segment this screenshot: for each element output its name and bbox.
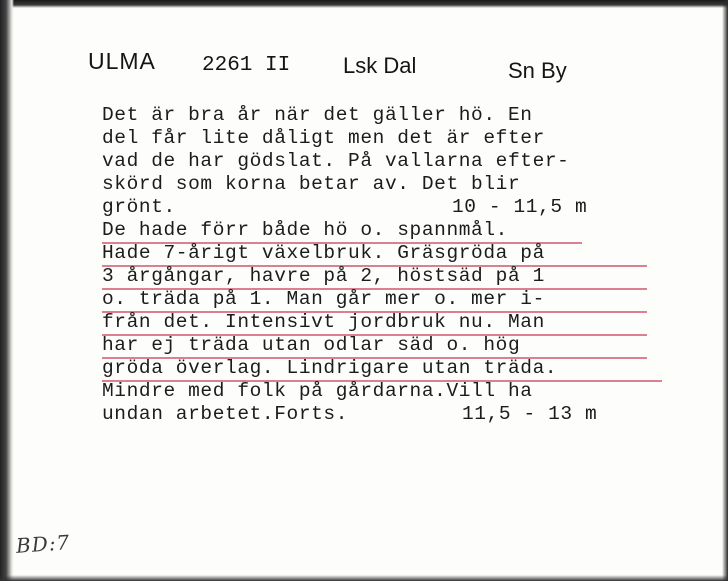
line-text: skörd som korna betar av. Det blir <box>102 173 521 195</box>
line-text: från det. Intensivt jordbruk nu. Man <box>102 311 545 333</box>
line-text: 3 årgångar, havre på 2, höstsäd på 1 <box>102 265 545 287</box>
district-label: Lsk Dal <box>343 53 417 78</box>
text-line <box>102 196 702 219</box>
pencil-annotation: BD:7 <box>15 530 71 558</box>
scan-edge-top <box>0 0 728 8</box>
line-text: Mindre med folk på gårdarna.Vill ha <box>102 380 533 402</box>
village-label: Sn By <box>508 58 567 83</box>
card-header <box>0 48 728 88</box>
scan-edge-bottom <box>0 575 728 581</box>
measure-note: 10 - 11,5 m <box>452 196 588 218</box>
text-line <box>102 311 702 334</box>
text-line <box>102 104 702 127</box>
card-body <box>102 104 702 426</box>
line-text: har ej träda utan odlar säd o. hög <box>102 334 521 356</box>
text-line <box>102 219 702 242</box>
text-line <box>102 173 702 196</box>
text-line <box>102 150 702 173</box>
text-line <box>102 265 702 288</box>
line-text: Hade 7-årigt växelbruk. Gräsgröda på <box>102 242 545 264</box>
text-line <box>102 380 702 403</box>
line-text: gröda överlag. Lindrigare utan träda. <box>102 357 558 379</box>
line-text: o. träda på 1. Man går mer o. mer i- <box>102 288 545 310</box>
text-line <box>102 242 702 265</box>
record-number: 2261 II <box>202 54 291 77</box>
line-text: Det är bra år när det gäller hö. En <box>102 104 533 126</box>
text-line <box>102 334 702 357</box>
text-line <box>102 403 702 426</box>
line-text: undan arbetet.Forts. <box>102 403 349 425</box>
measure-note: 11,5 - 13 m <box>462 403 598 425</box>
line-text: grönt. <box>102 196 176 218</box>
text-line <box>102 127 702 150</box>
line-text: De hade förr både hö o. spannmål. <box>102 219 508 241</box>
line-text: del får lite dåligt men det är efter <box>102 127 545 149</box>
text-line <box>102 357 702 380</box>
line-text: vad de har gödslat. På vallarna efter- <box>102 150 570 172</box>
text-line <box>102 288 702 311</box>
parish-label: ULMA <box>88 48 156 74</box>
